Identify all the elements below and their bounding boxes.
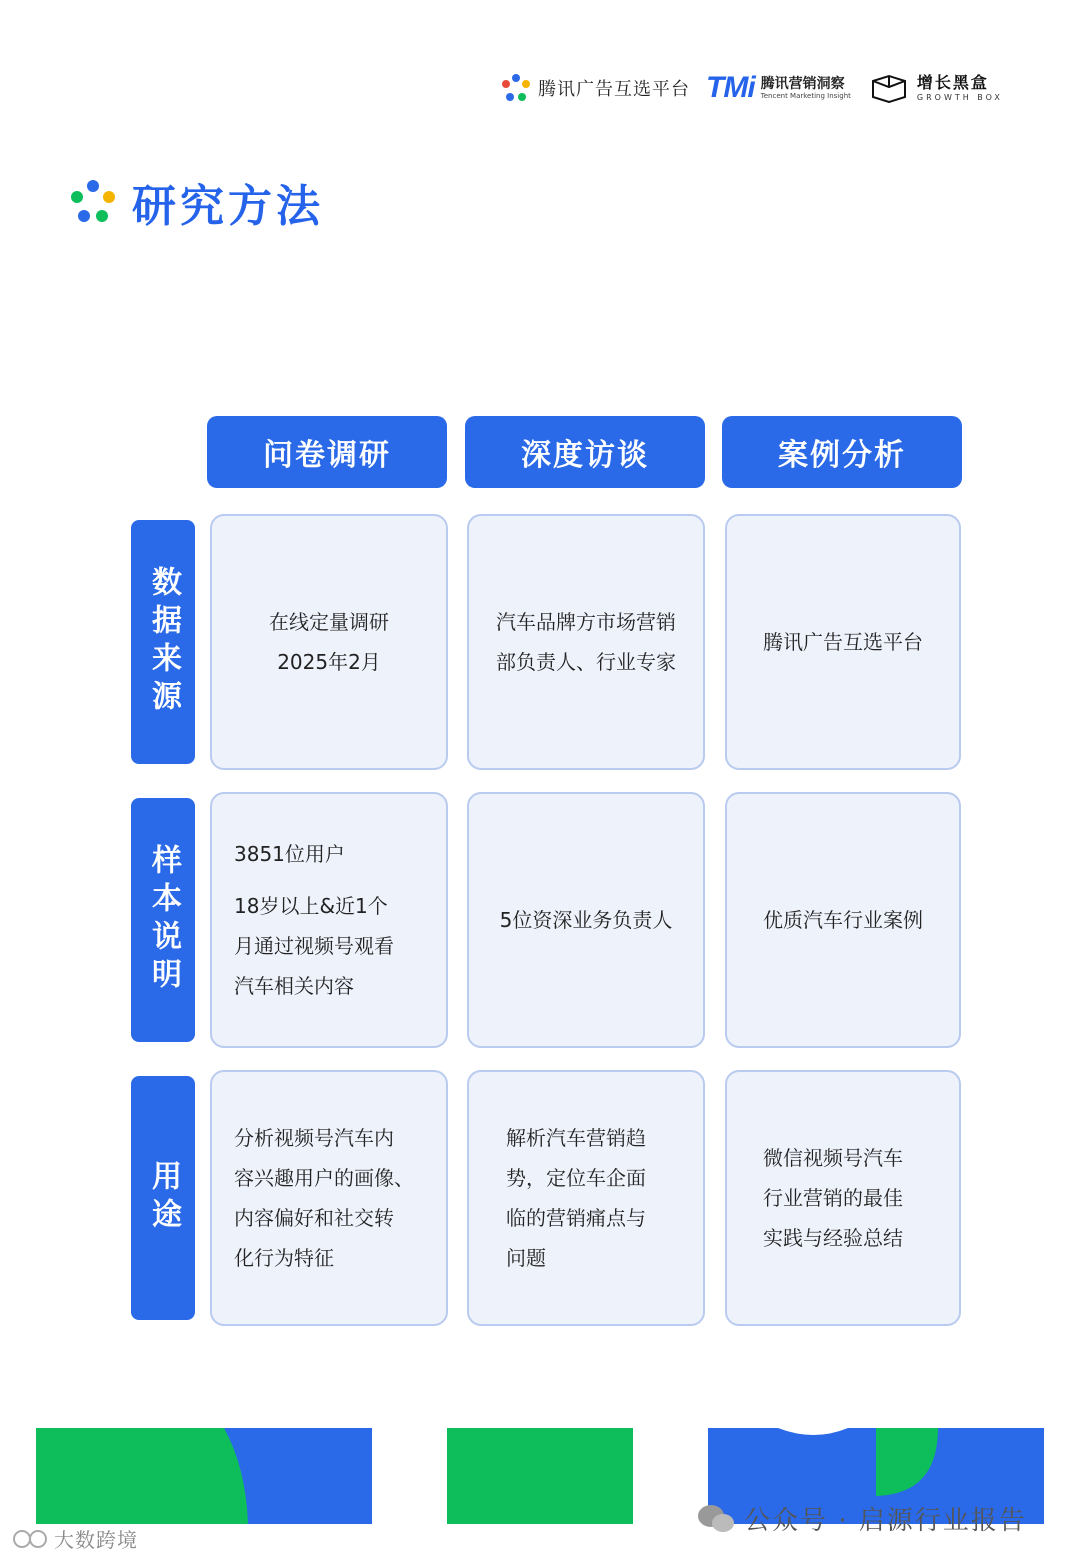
page-title: 研究方法 bbox=[132, 181, 324, 232]
cell-line: 18岁以上&近1个 bbox=[234, 894, 388, 918]
cell-line: 临的营销痛点与 bbox=[506, 1206, 646, 1230]
cell-sample-interview bbox=[467, 792, 705, 1048]
cell-usage-case bbox=[725, 1070, 961, 1326]
cell-line: 月通过视频号观看 bbox=[234, 934, 394, 958]
row-header-label: 数据来源 bbox=[146, 566, 181, 718]
cell-sample-survey bbox=[210, 792, 448, 1048]
cell-line: 汽车品牌方市场营销 bbox=[496, 610, 676, 634]
box-logo-icon bbox=[869, 73, 909, 103]
cell-line: 汽车相关内容 bbox=[234, 974, 354, 998]
cell-line: 分析视频号汽车内 bbox=[234, 1126, 394, 1150]
corner-watermark-text: 大数跨境 bbox=[54, 1528, 138, 1552]
row-header-usage bbox=[131, 1076, 195, 1320]
deco-shape-middle bbox=[447, 1428, 633, 1524]
corner-watermark bbox=[12, 1524, 138, 1553]
cell-data-source-survey bbox=[210, 514, 448, 770]
watermark-logo-icon bbox=[12, 1527, 50, 1551]
tmi-logo bbox=[690, 71, 851, 105]
cell-line: 在线定量调研 bbox=[269, 610, 389, 634]
row-header-label: 样本说明 bbox=[146, 844, 181, 996]
row-header-label: 用途 bbox=[146, 1160, 181, 1236]
cell-line: 解析汽车营销趋 bbox=[506, 1126, 646, 1150]
cell-line: 优质汽车行业案例 bbox=[763, 908, 923, 932]
cell-line: 部负责人、行业专家 bbox=[496, 650, 676, 674]
row-header-data-source bbox=[131, 520, 195, 764]
column-header-survey: 问卷调研 bbox=[207, 416, 447, 488]
cell-line: 势，定位车企面 bbox=[506, 1166, 646, 1190]
cell-line: 行业营销的最佳 bbox=[763, 1186, 903, 1210]
growth-box-cn: 增长黑盒 bbox=[916, 72, 989, 92]
growth-box-logo bbox=[869, 73, 1003, 103]
cell-line: 微信视频号汽车 bbox=[763, 1146, 903, 1170]
wechat-watermark-text: 公众号 · 启源行业报告 bbox=[744, 1506, 1027, 1536]
cell-sample-case bbox=[725, 792, 961, 1048]
tencent-ads-logo bbox=[500, 72, 690, 104]
cell-usage-interview bbox=[467, 1070, 705, 1326]
cell-usage-survey bbox=[210, 1070, 448, 1326]
section-title bbox=[68, 170, 324, 234]
tmi-cn-text: 腾讯营销洞察 bbox=[760, 75, 845, 92]
wechat-watermark bbox=[696, 1500, 1027, 1537]
wechat-icon bbox=[696, 1503, 736, 1535]
cell-line: 5位资深业务负责人 bbox=[499, 908, 673, 932]
row-header-sample bbox=[131, 798, 195, 1042]
cell-line: 问题 bbox=[506, 1246, 546, 1270]
cell-line: 实践与经验总结 bbox=[763, 1226, 903, 1250]
tmi-mark: TMi bbox=[706, 71, 755, 104]
cell-line: 化行为特征 bbox=[234, 1246, 334, 1270]
cell-line: 容兴趣用户的画像、 bbox=[234, 1166, 414, 1190]
cell-data-source-interview bbox=[467, 514, 705, 770]
deco-shape-left bbox=[36, 1428, 372, 1524]
cell-line: 2025年2月 bbox=[277, 650, 381, 674]
growth-box-en: GROWTH BOX bbox=[916, 92, 1003, 102]
title-dots-icon bbox=[68, 177, 118, 227]
cell-line: 腾讯广告互选平台 bbox=[763, 630, 923, 654]
column-header-case: 案例分析 bbox=[722, 416, 962, 488]
cell-line: 3851位用户 bbox=[234, 842, 345, 866]
cell-data-source-case bbox=[725, 514, 961, 770]
column-header-interview: 深度访谈 bbox=[465, 416, 705, 488]
tmi-en-text: Tencent Marketing Insight bbox=[760, 91, 851, 100]
dots-logo-icon bbox=[500, 72, 532, 104]
tencent-ads-logo-text: 腾讯广告互选平台 bbox=[538, 79, 690, 100]
header-logos bbox=[500, 68, 1003, 108]
cell-line: 内容偏好和社交转 bbox=[234, 1206, 394, 1230]
